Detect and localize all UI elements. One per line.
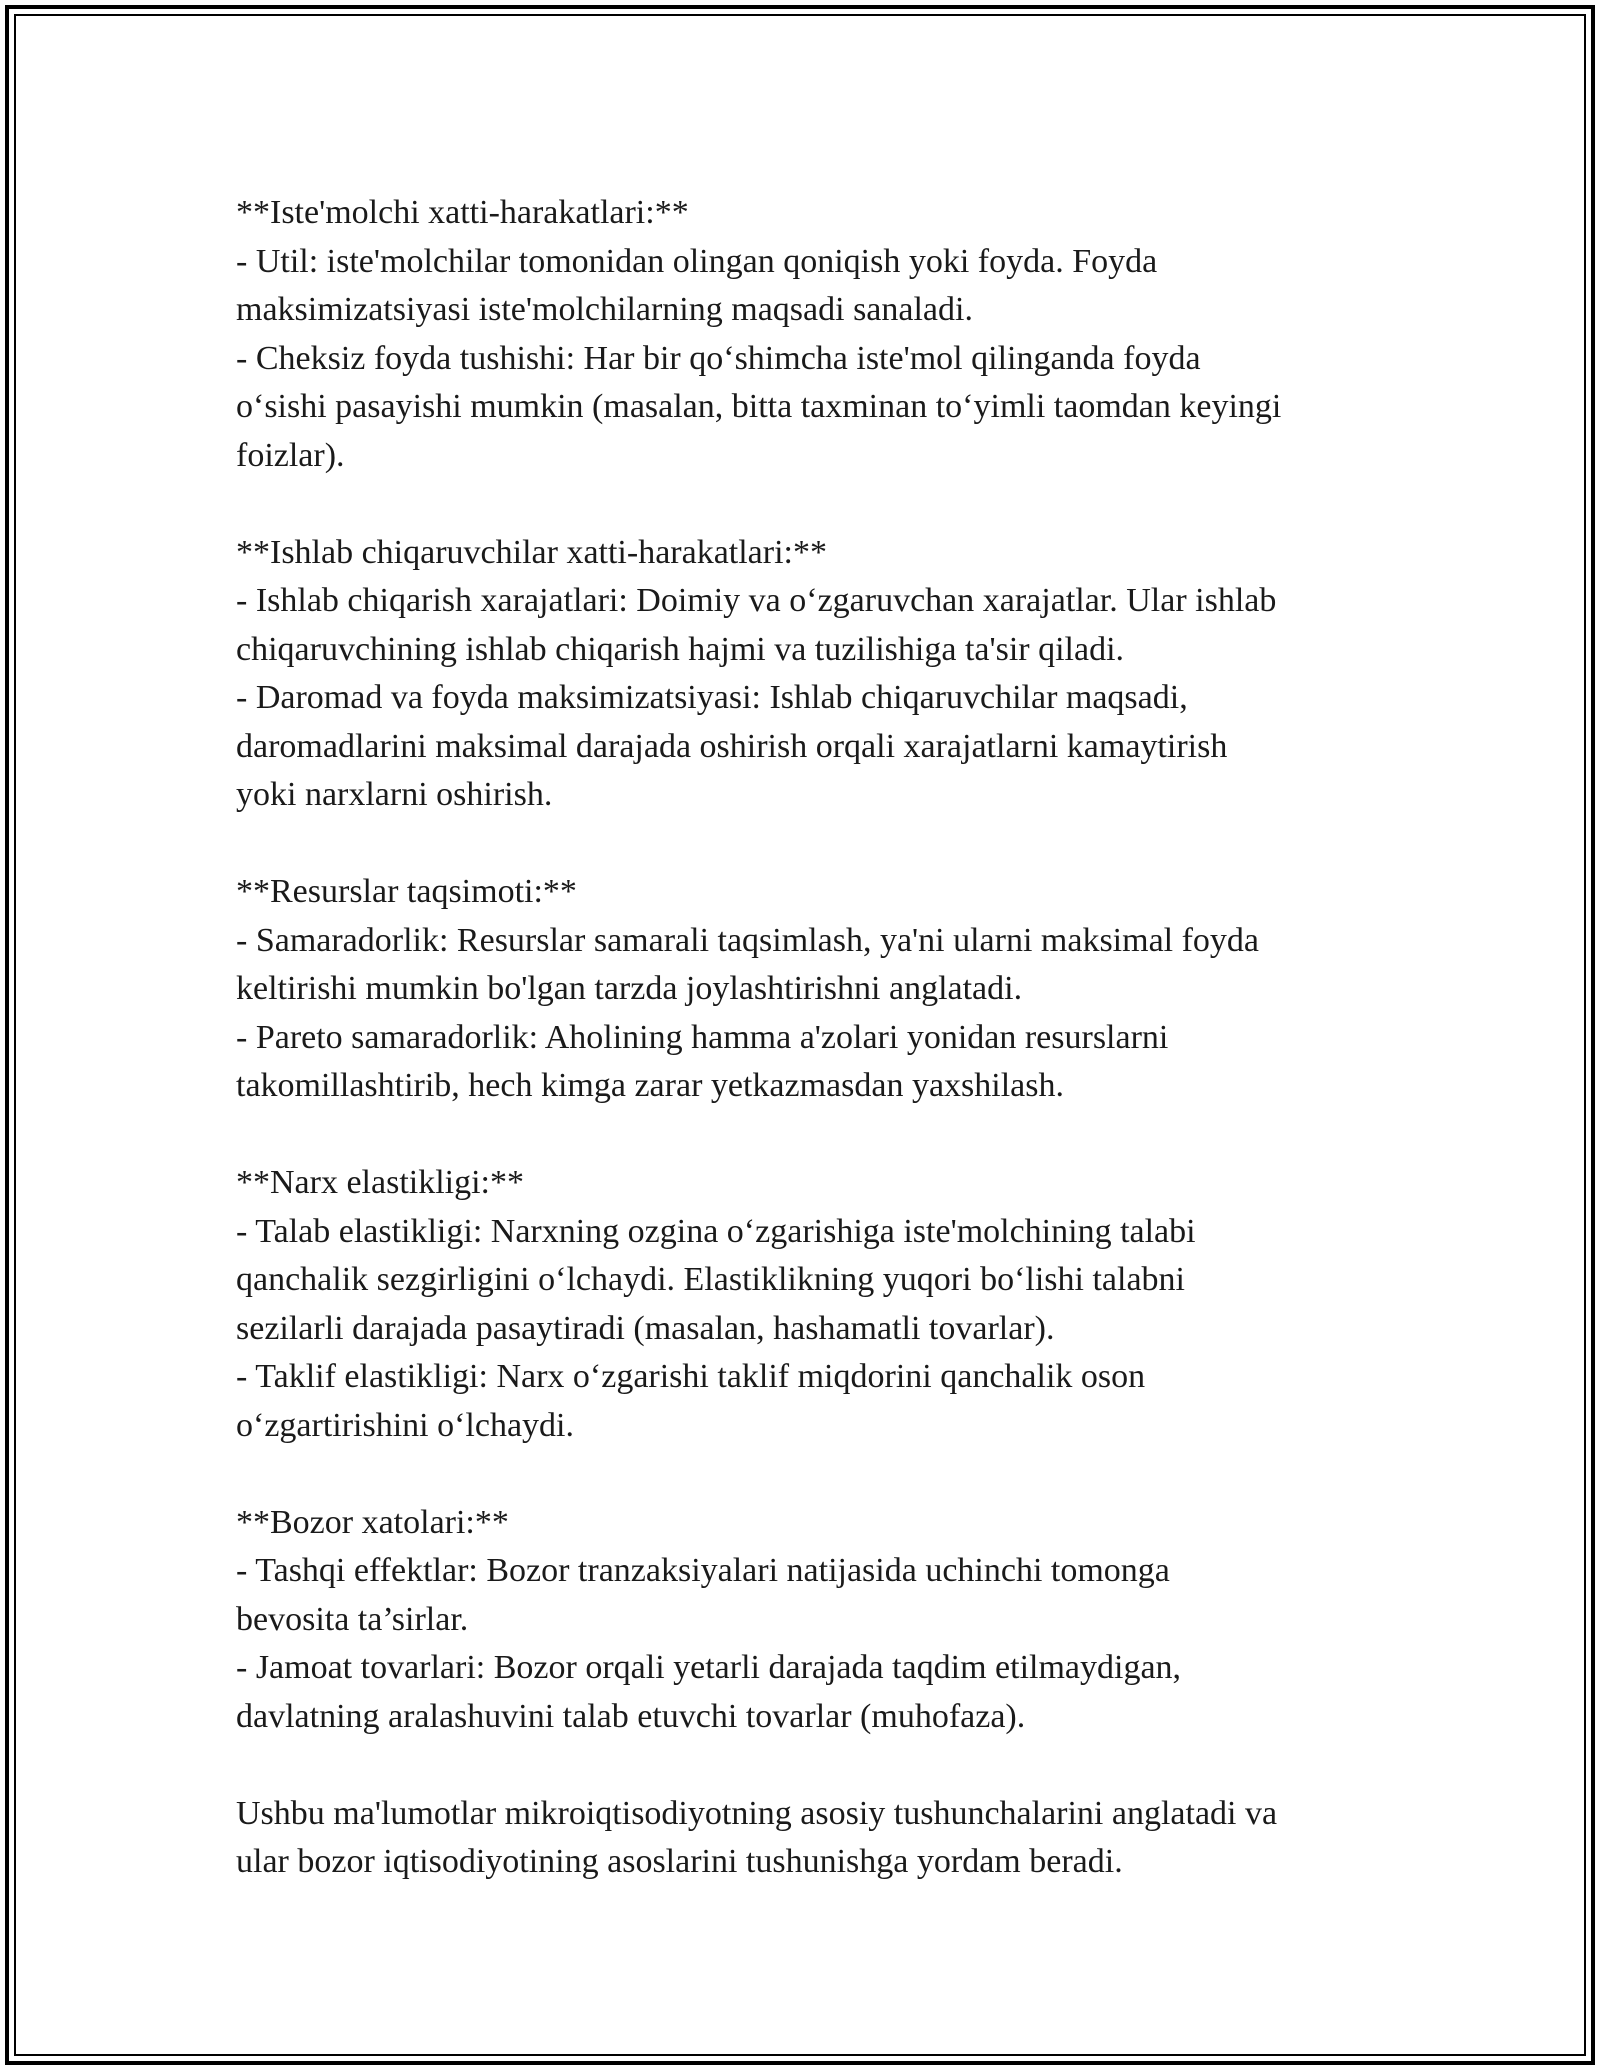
section-heading: **Resurslar taqsimoti:** bbox=[236, 873, 577, 910]
section-price-elasticity bbox=[236, 1159, 1386, 1450]
text-line: - Tashqi effektlar: Bozor tranzaksiyalari natijasida uchinchi tomonga bbox=[236, 1552, 1170, 1589]
section-resource-allocation bbox=[236, 868, 1386, 1111]
text-line: - Samaradorlik: Resurslar samarali taqsimlash, ya'ni ularni maksimal foyda bbox=[236, 921, 1260, 959]
text-line: o‘sishi pasayishi mumkin (masalan, bitta taxminan to‘yimli taomdan keyingi bbox=[236, 388, 1282, 425]
section-heading: **Bozor xatolari:** bbox=[236, 1503, 509, 1541]
text-line: - Daromad va foyda maksimizatsiyasi: Ishlab chiqaruvchilar maqsadi, bbox=[236, 679, 1188, 716]
text-line: - Talab elastikligi: Narxning ozgina o‘zgarishiga iste'molchining talabi bbox=[236, 1212, 1196, 1250]
text-line: yoki narxlarni oshirish. bbox=[236, 776, 553, 813]
text-line: keltirishi mumkin bo'lgan tarzda joylashtirishni anglatadi. bbox=[236, 970, 1023, 1007]
text-line: chiqaruvchining ishlab chiqarish hajmi va tuzilishiga ta'sir qiladi. bbox=[236, 630, 1125, 668]
text-line: foizlar). bbox=[236, 436, 345, 474]
text-line: ular bozor iqtisodiyotining asoslarini tushunishga yordam beradi. bbox=[236, 1843, 1123, 1880]
text-line: bevosita ta’sirlar. bbox=[236, 1600, 469, 1638]
section-heading: **Narx elastikligi:** bbox=[236, 1164, 525, 1201]
section-conclusion bbox=[236, 1790, 1386, 1887]
text-line: daromadlarini maksimal darajada oshirish orqali xarajatlarni kamaytirish bbox=[236, 727, 1228, 765]
text-line: - Jamoat tovarlari: Bozor orqali yetarli darajada taqdim etilmaydigan, bbox=[236, 1649, 1182, 1686]
text-line: Ushbu ma'lumotlar mikroiqtisodiyotning asosiy tushunchalarini anglatadi va bbox=[236, 1794, 1278, 1832]
text-line: - Util: iste'molchilar tomonidan olingan qoniqish yoki foyda. Foyda bbox=[236, 242, 1158, 280]
text-line: sezilarli darajada pasaytiradi (masalan, hashamatli tovarlar). bbox=[236, 1309, 1055, 1347]
text-line: - Cheksiz foyda tushishi: Har bir qo‘shimcha iste'mol qilinganda foyda bbox=[236, 339, 1201, 377]
text-line: - Taklif elastikligi: Narx o‘zgarishi taklif miqdorini qanchalik oson bbox=[236, 1358, 1146, 1395]
text-line: - Ishlab chiqarish xarajatlari: Doimiy va o‘zgaruvchan xarajatlar. Ular ishlab bbox=[236, 582, 1277, 619]
document-body bbox=[236, 189, 1386, 1935]
section-heading: **Iste'molchi xatti-harakatlari:** bbox=[236, 194, 689, 231]
section-consumer-behavior bbox=[236, 189, 1386, 480]
text-line: - Pareto samaradorlik: Aholining hamma a'zolari yonidan resurslarni bbox=[236, 1018, 1169, 1056]
text-line: takomillashtirib, hech kimga zarar yetkazmasdan yaxshilash. bbox=[236, 1067, 1065, 1104]
section-heading: **Ishlab chiqaruvchilar xatti-harakatlari:** bbox=[236, 533, 827, 571]
section-producer-behavior bbox=[236, 529, 1386, 820]
text-line: qanchalik sezgirligini o‘lchaydi. Elastiklikning yuqori bo‘lishi talabni bbox=[236, 1261, 1185, 1298]
section-market-failures bbox=[236, 1499, 1386, 1742]
text-line: davlatning aralashuvini talab etuvchi tovarlar (muhofaza). bbox=[236, 1697, 1026, 1735]
text-line: o‘zgartirishini o‘lchaydi. bbox=[236, 1406, 575, 1444]
text-line: maksimizatsiyasi iste'molchilarning maqsadi sanaladi. bbox=[236, 291, 973, 328]
